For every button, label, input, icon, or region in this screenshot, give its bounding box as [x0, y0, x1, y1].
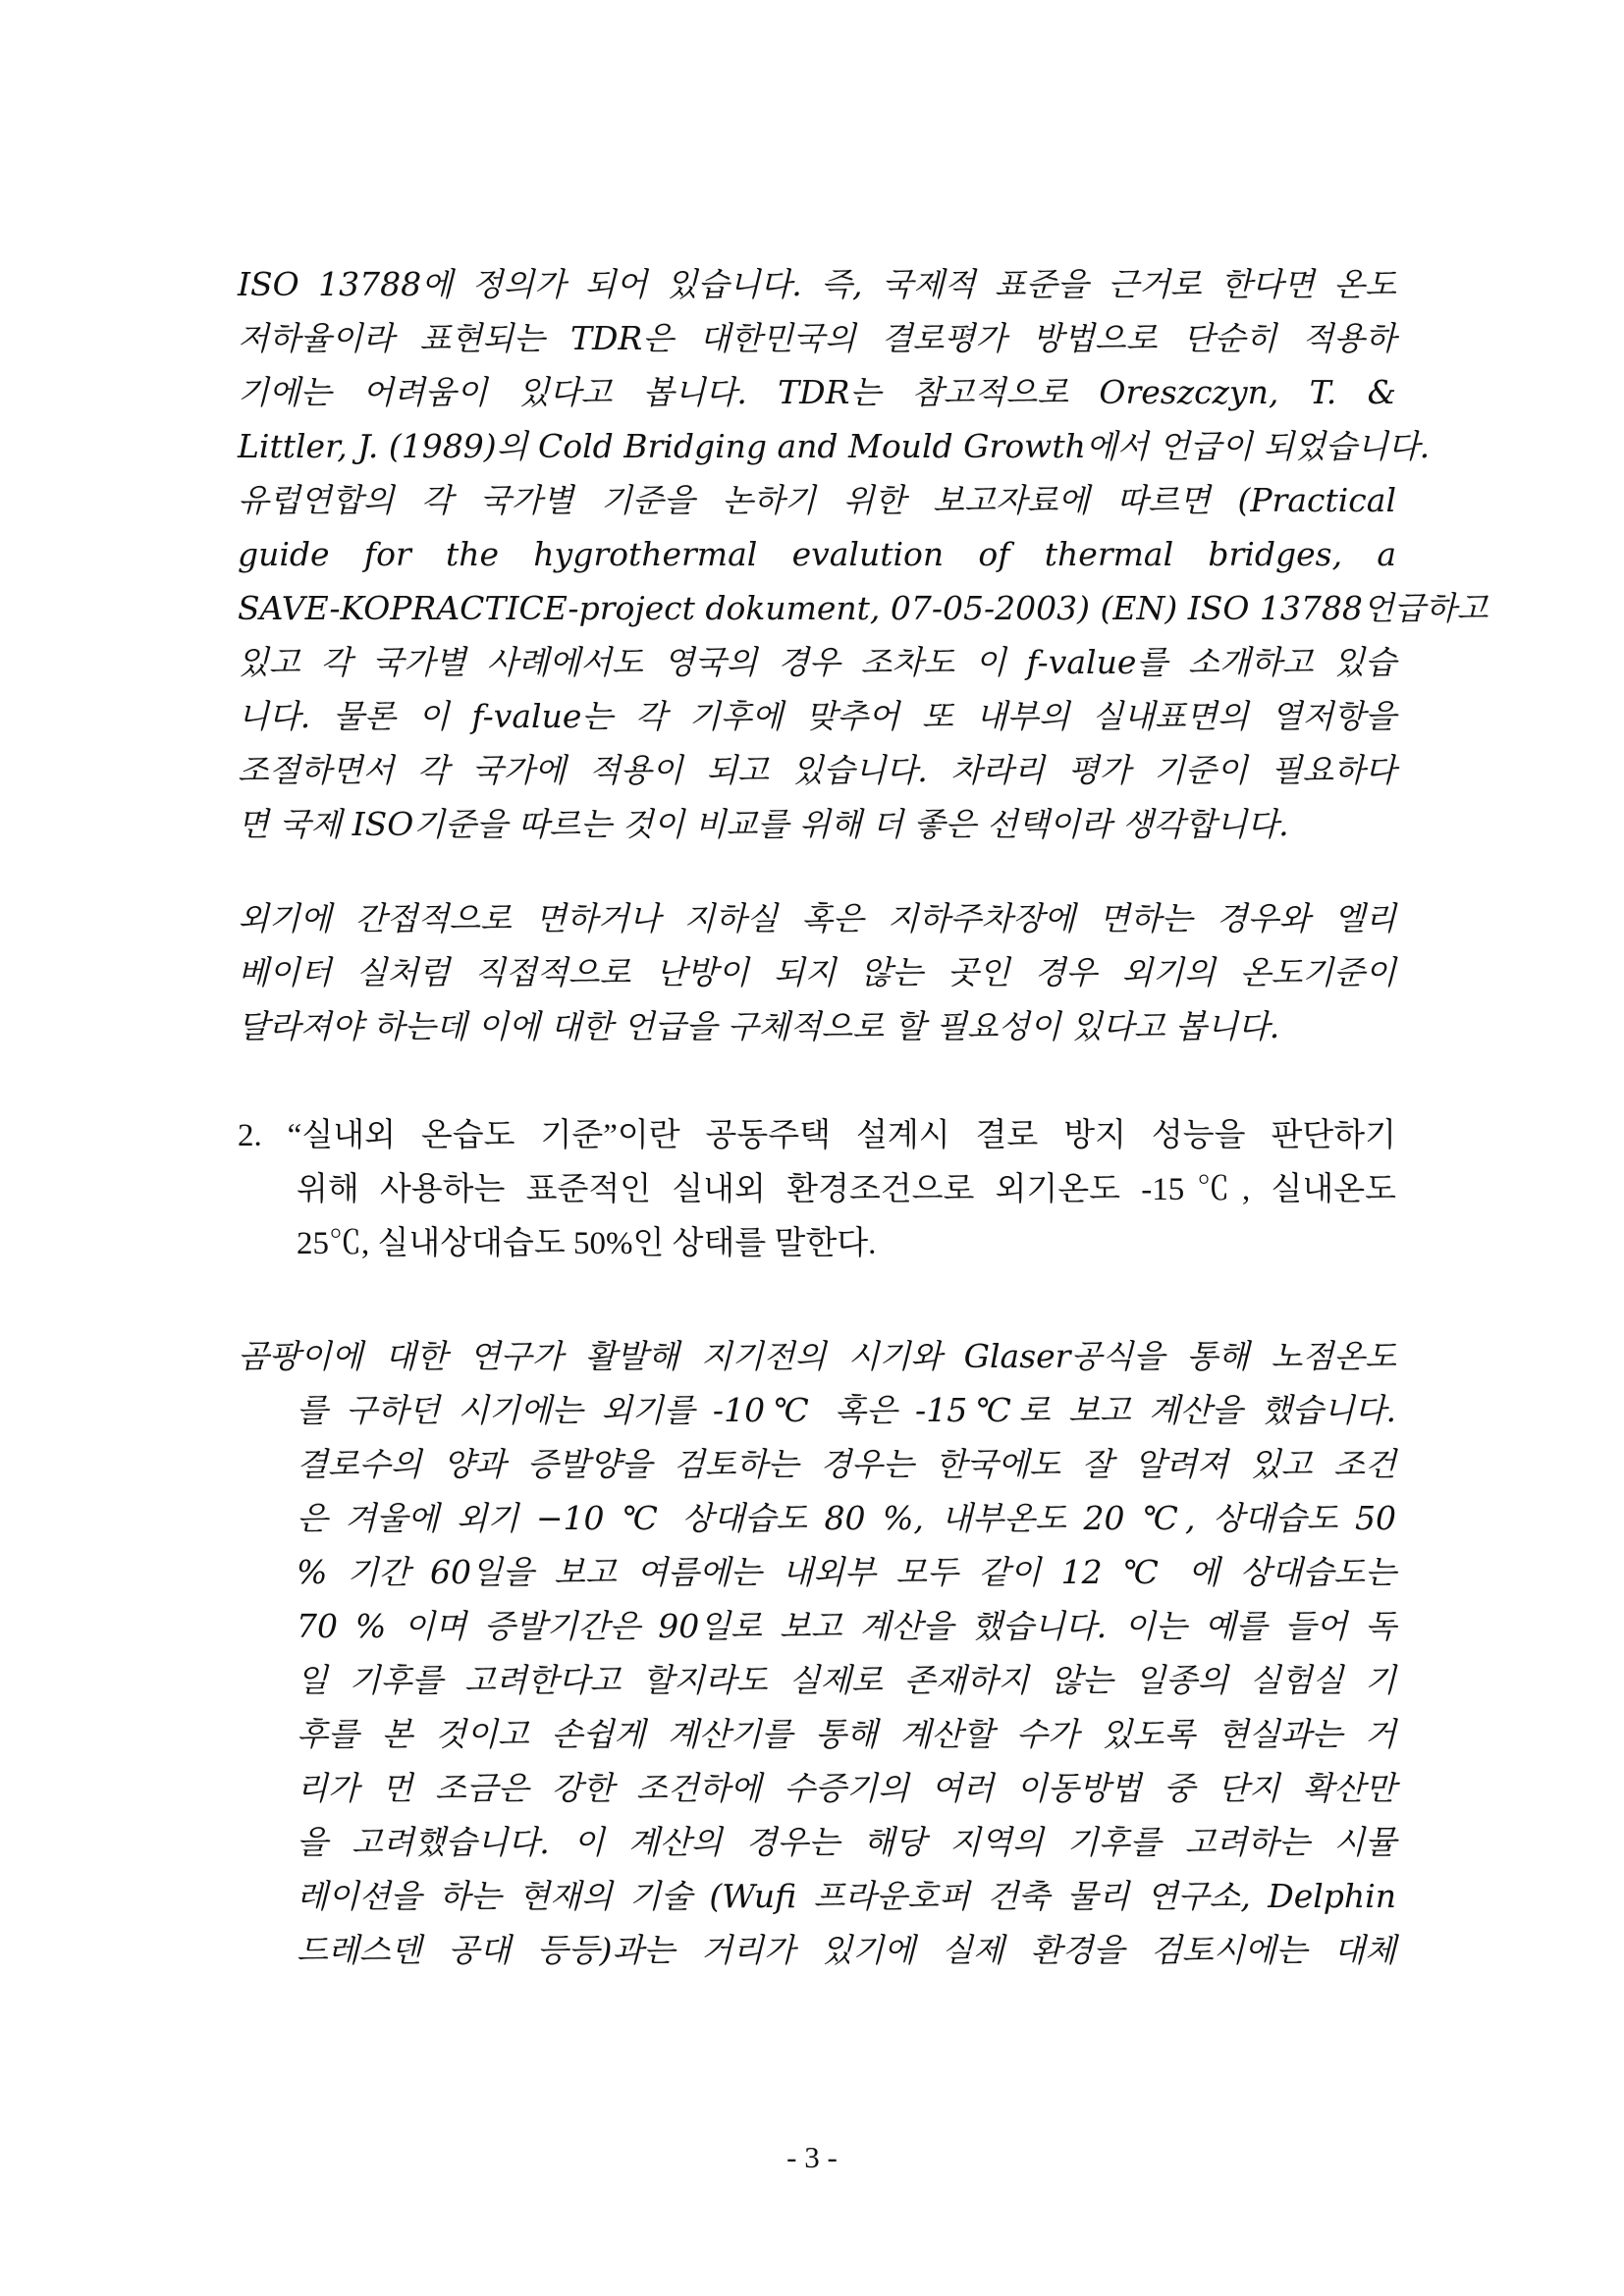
- text-line: 니다. 물론 이 f-value는 각 기후에 맞추어 또 내부의 실내표면의 열저항을: [238, 697, 1396, 735]
- text-line: Littler, J. (1989)의 Cold Bridging and Mould Growth에서 언급이 되었습니다.: [238, 427, 1431, 465]
- text-line: 기에는 어려움이 있다고 봅니다. TDR는 참고적으로 Oreszczyn, T. &: [238, 373, 1396, 411]
- text-line: 일 기후를 고려한다고 할지라도 실제로 존재하지 않는 일종의 실험실 기: [297, 1661, 1396, 1699]
- text-line: 결로수의 양과 증발양을 검토하는 경우는 한국에도 잘 알려져 있고 조건: [297, 1445, 1396, 1483]
- text-line: 25℃, 실내상대습도 50%인 상태를 말한다.: [297, 1226, 877, 1261]
- text-line: 은 겨울에 외기 −10 ℃ 상대습도 80 %, 내부온도 20 ℃, 상대습도 50: [297, 1499, 1396, 1537]
- list-item-2-definition: [238, 1109, 1396, 1271]
- text-line: 면 국제 ISO기준을 따르는 것이 비교를 위해 더 좋은 선택이라 생각합니다.: [238, 805, 1289, 843]
- text-line: 를 구하던 시기에는 외기를 -10℃ 혹은 -15℃로 보고 계산을 했습니다.: [297, 1391, 1396, 1429]
- text-line: 리가 먼 조금은 강한 조건하에 수증기의 여러 이동방법 중 단지 확산만: [297, 1769, 1396, 1807]
- paragraph-iso-13788: [238, 257, 1489, 851]
- text-line: 을 고려했습니다. 이 계산의 경우는 해당 지역의 기후를 고려하는 시뮬: [297, 1823, 1396, 1861]
- page-number: - 3 -: [786, 2140, 838, 2174]
- text-line: guide for the hygrothermal evalution of thermal bridges, a: [238, 535, 1396, 573]
- text-line: 있고 각 국가별 사례에서도 영국의 경우 조차도 이 f-value를 소개하고 있습: [238, 643, 1396, 681]
- text-line: 레이션을 하는 현재의 기술 (Wufi 프라운호퍼 건축 물리 연구소, Delphin: [297, 1877, 1396, 1915]
- paragraph-mould-research: [238, 1329, 1396, 1977]
- text-line: 유럽연합의 각 국가별 기준을 논하기 위한 보고자료에 따르면 (Practical: [238, 481, 1396, 519]
- text-line: % 기간 60일을 보고 여름에는 내외부 모두 같이 12 ℃ 에 상대습도는: [297, 1553, 1396, 1591]
- text-line: 저하율이라 표현되는 TDR은 대한민국의 결로평가 방법으로 단순히 적용하: [238, 319, 1396, 357]
- text-line: 70 % 이며 증발기간은 90일로 보고 계산을 했습니다. 이는 예를 들어 독: [297, 1607, 1396, 1645]
- text-line: ISO 13788에 정의가 되어 있습니다. 즉, 국제적 표준을 근거로 한다면 온도: [238, 265, 1396, 303]
- text-line: 드레스덴 공대 등등)과는 거리가 있기에 실제 환경을 검토시에는 대체: [297, 1931, 1396, 1969]
- text-line: 조절하면서 각 국가에 적용이 되고 있습니다. 차라리 평가 기준이 필요하다: [238, 751, 1396, 789]
- text-line: 후를 본 것이고 손쉽게 계산기를 통해 계산할 수가 있도록 현실과는 거: [297, 1715, 1396, 1753]
- text-line: 베이터 실처럼 직접적으로 난방이 되지 않는 곳인 경우 외기의 온도기준이: [238, 953, 1396, 991]
- text-line: 외기에 간접적으로 면하거나 지하실 혹은 지하주차장에 면하는 경우와 엘리: [238, 899, 1396, 937]
- text-line: 곰팡이에 대한 연구가 활발해 지기전의 시기와 Glaser공식을 통해 노점온도: [238, 1337, 1396, 1375]
- text-line: 달라져야 하는데 이에 대한 언급을 구체적으로 할 필요성이 있다고 봅니다.: [238, 1007, 1280, 1045]
- text-line: SAVE-KOPRACTICE-project dokument, 07-05-2003) (EN) ISO 13788언급하고: [238, 589, 1489, 627]
- paragraph-indirect-exposure: [238, 891, 1396, 1053]
- text-line: 위해 사용하는 표준적인 실내외 환경조건으로 외기온도 -15℃, 실내온도: [297, 1172, 1396, 1207]
- text-line: 2. “실내외 온습도 기준”이란 공동주택 설계시 결로 방지 성능을 판단하기: [238, 1118, 1396, 1153]
